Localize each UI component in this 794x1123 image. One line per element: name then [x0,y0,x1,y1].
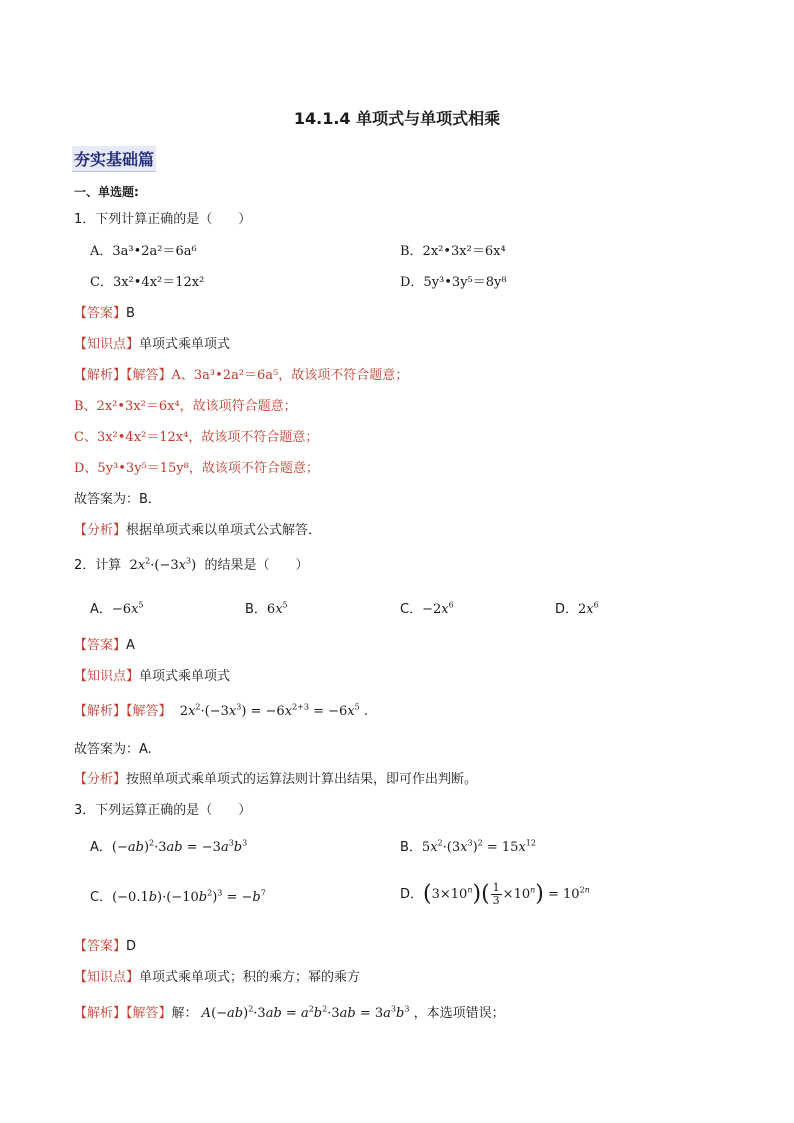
part-heading: 一、单选题: [74,185,139,199]
q1-option-c: C．3x²•4x²＝12x² [90,275,205,290]
q1-fenxi: 根据单项式乘以单项式公式解答． [126,523,322,538]
q3-analysis-prefix: 解： [171,1006,198,1021]
q3-analysis-row: 【解析】【解答】解： $A(-ab)^2\cdot 3ab = a^2b^2\cdot 3ab = 3a^3b^3$ ，本选项错误； [74,1004,505,1021]
q1-analysis-line-2: B、2x²•3x²＝6x⁴，故该项符合题意； [74,399,297,414]
q1-knowledge: 单项式乘单项式 [139,337,231,352]
answer-tag: 【答案】 [74,306,127,321]
q1-answer-row [74,302,135,321]
q1-analysis-line-1: A、3a³•2a²＝6a⁵，故该项不符合题意； [171,368,409,383]
q2-stem-expression: $2x^2\cdot(-3x^3)$ [125,556,201,573]
q2-stem [74,554,308,573]
q2-analysis-expression: $2x^2\cdot(-3x^3) = -6x^{2+3} = -6x^5$ . [175,702,368,719]
q2-fenxi-row: 【分析】按照单项式乘单项式的运算法则计算出结果，即可作出判断。 [74,772,478,787]
q3-option-b: B．$5x^2\cdot(3x^3)^2 = 15x^{12}$ [400,838,536,855]
q3-analysis-expression: $A(-ab)^2\cdot 3ab = a^2b^2\cdot 3ab = 3a^3b^3$ [201,1004,410,1021]
q1-option-a: A．3a³•2a²＝6a⁶ [90,244,197,259]
q1-analysis-line-4: D、5y³•3y⁵＝15y⁸，故该项不符合题意； [74,461,319,476]
page-title: 14.1.4 单项式与单项式相乘 [293,109,501,128]
fenxi-tag: 【分析】 [74,523,127,538]
analysis-tag: 【解析】【解答】 [74,368,172,383]
q3-answer: D [126,939,137,954]
section-header: 夯实基础篇 [72,146,156,172]
q3-answer-row: 【答案】D [74,939,137,954]
q2-fenxi: 按照单项式乘单项式的运算法则计算出结果，即可作出判断。 [126,772,478,787]
q2-stem-suffix: 的结果是（ ） [204,558,309,573]
q2-option-a: A．$-6x^5$ [90,600,144,617]
q1-conclusion: 故答案为：B． [74,492,161,507]
q3-stem: 3．下列运算正确的是（ ） [74,803,252,818]
q1-analysis-line-3: C、3x²•4x²＝12x⁴，故该项不符合题意； [74,430,319,445]
q2-option-c: C．$-2x^6$ [400,600,454,617]
q1-knowledge-row [74,333,230,352]
q3-option-a: A．$(-ab)^2\cdot 3ab = -3a^3b^3$ [90,838,248,855]
q3-option-d: D．$(3\times 10^n)$( $\frac{1}{3}$ $\times 10^n) = 10^{2n}$ [400,881,590,907]
q3-analysis-suffix: ，本选项错误； [413,1006,505,1021]
q3-option-c: C．$(-0.1b)\cdot(-10b^2)^3 = -b^7$ [90,888,266,905]
q2-answer-row: 【答案】A [74,638,135,653]
knowledge-tag: 【知识点】 [74,337,140,352]
q3-knowledge: 单项式乘单项式；积的乘方；幂的乘方 [139,970,361,985]
q3-knowledge-row: 【知识点】单项式乘单项式；积的乘方；幂的乘方 [74,970,361,985]
q1-analysis-row-1 [74,364,408,383]
q2-stem-prefix: 2．计算 [74,558,122,573]
q1-fenxi-row [74,519,321,538]
q1-option-d: D．5y³•3y⁵＝8y⁸ [400,275,507,290]
q2-answer: A [126,638,135,653]
q2-analysis-row: 【解析】【解答】 $2x^2\cdot(-3x^3) = -6x^{2+3} = -6x^5$ . [74,702,368,719]
q2-knowledge: 单项式乘单项式 [139,669,231,684]
q1-answer: B [126,306,135,321]
q2-conclusion: 故答案为：A. [74,742,152,757]
q2-option-b: B．$6x^5$ [245,600,288,617]
q2-knowledge-row: 【知识点】单项式乘单项式 [74,669,231,684]
q2-option-d: D．$2x^6$ [555,600,599,617]
q1-option-b: B．2x²•3x²＝6x⁴ [400,244,506,259]
q1-stem: 1．下列计算正确的是（ ） [74,212,252,227]
